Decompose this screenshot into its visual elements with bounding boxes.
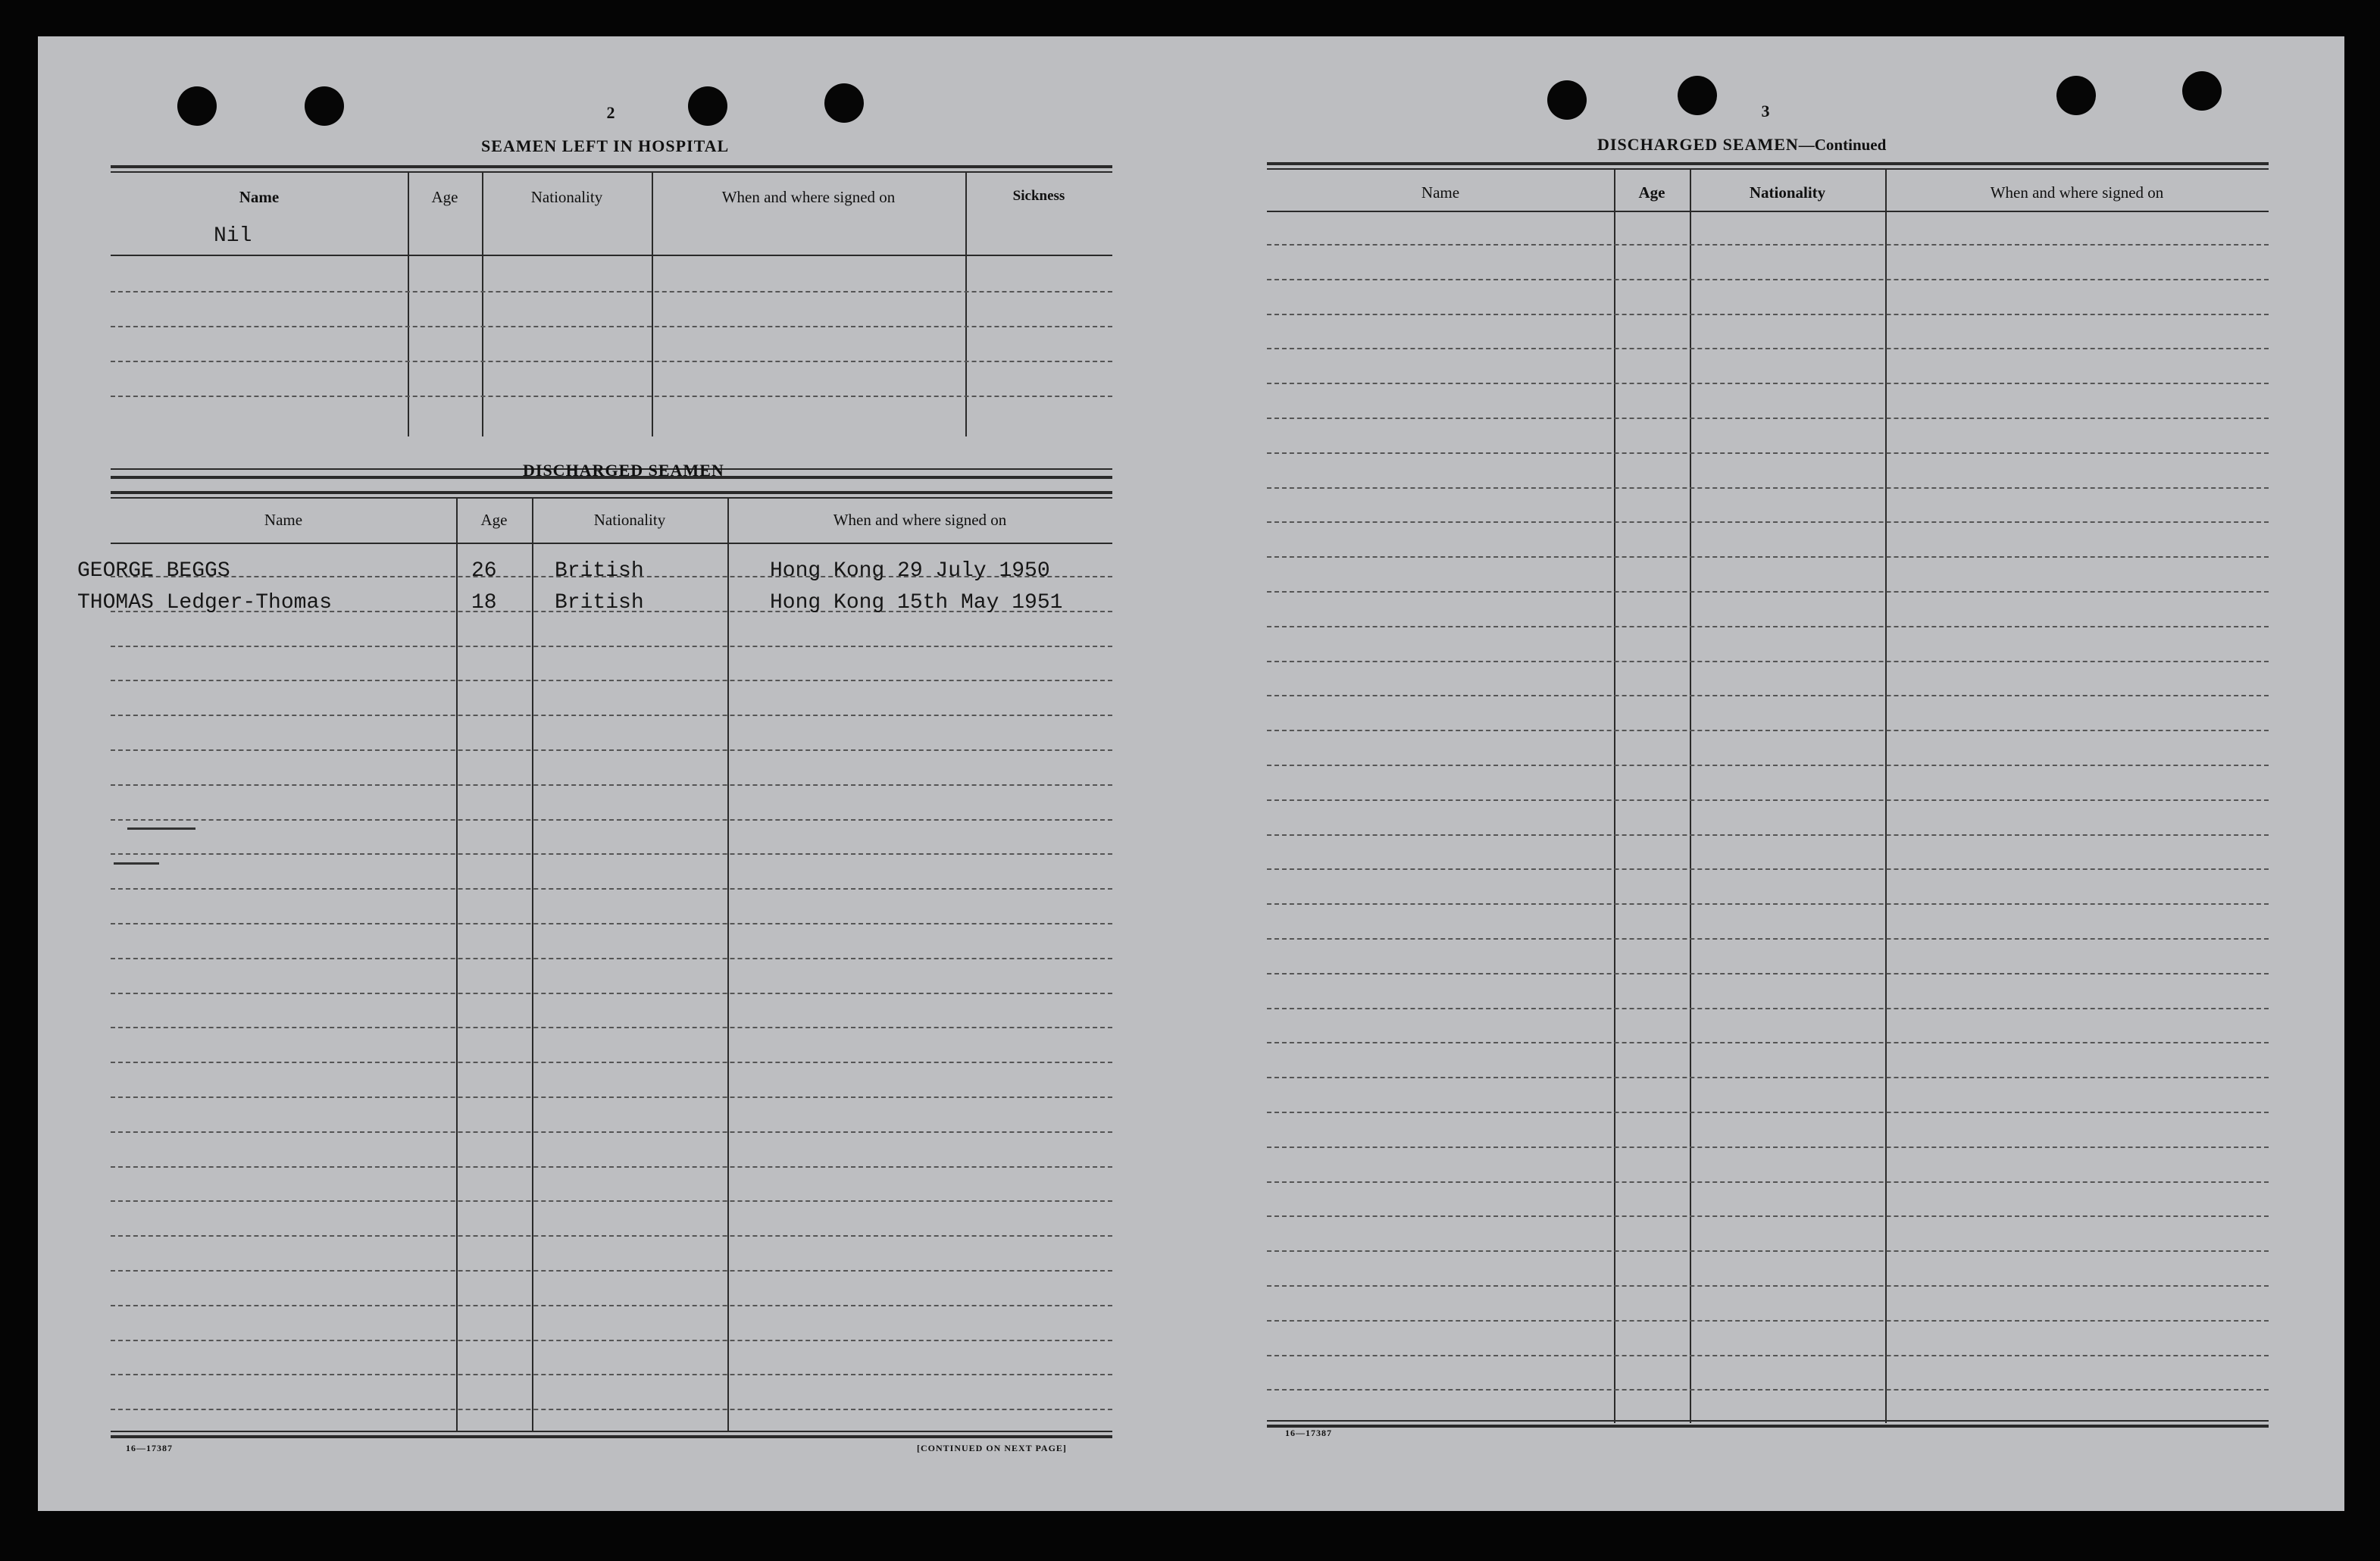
- ruling-line: [1267, 1355, 2269, 1356]
- ruling-line: [1267, 1008, 2269, 1009]
- ruling-line: [111, 1409, 1112, 1410]
- ruling-line: [1267, 1042, 2269, 1043]
- ruling-line: [1267, 521, 2269, 523]
- ink-smudge: [114, 862, 159, 865]
- punch-hole: [305, 86, 344, 126]
- ruling-line: [1267, 383, 2269, 384]
- ruling-line: [1267, 799, 2269, 801]
- form-number-right: 16—17387: [1285, 1428, 1332, 1438]
- discharged-table: [111, 491, 1112, 1469]
- ruling-line: [111, 888, 1112, 890]
- ruling-line: [1267, 973, 2269, 974]
- punch-hole: [2182, 71, 2222, 111]
- punch-hole: [1547, 80, 1587, 120]
- hospital-table: [111, 165, 1112, 482]
- ruling-line: [1267, 279, 2269, 280]
- ruling-line: [111, 993, 1112, 994]
- ruling-line: [1267, 868, 2269, 870]
- form-number-left: 16—17387: [126, 1443, 173, 1453]
- continued-note: [CONTINUED ON NEXT PAGE]: [917, 1443, 1067, 1453]
- discharged-continued-title: [1597, 135, 1886, 155]
- ruling-line: [111, 1340, 1112, 1341]
- ruling-line: [1267, 1112, 2269, 1113]
- ruling-line: [1267, 661, 2269, 662]
- hospital-header-name: Name: [239, 188, 280, 206]
- page-number-left: 2: [606, 103, 615, 122]
- ruling-line: [111, 680, 1112, 681]
- continued-header-age: Age: [1638, 183, 1665, 202]
- ruling-line: [1267, 1285, 2269, 1287]
- ruling-line: [111, 853, 1112, 855]
- discharged-row-1-name: GEORGE BEGGS: [77, 559, 230, 583]
- discharged-row-2-name: THOMAS Ledger-Thomas: [77, 591, 333, 615]
- ruling-line: [111, 1235, 1112, 1237]
- ruling-line: [1267, 1250, 2269, 1252]
- ruling-line: [1267, 1077, 2269, 1078]
- ruling-line: [1267, 418, 2269, 419]
- ruling-line: [111, 1131, 1112, 1133]
- ruling-line: [1267, 834, 2269, 836]
- ruling-line: [1267, 626, 2269, 627]
- ruling-line: [111, 1096, 1112, 1098]
- ruling-line: [111, 1270, 1112, 1272]
- ruling-line: [1267, 591, 2269, 593]
- discharged-header-nationality: Nationality: [593, 511, 666, 529]
- ruling-line: [111, 819, 1112, 821]
- punch-hole: [2056, 76, 2096, 115]
- ruling-line: [1267, 1389, 2269, 1391]
- ruling-line: [1267, 730, 2269, 731]
- ruling-line: [111, 1062, 1112, 1063]
- ruling-line: [111, 715, 1112, 716]
- ruling-line: [111, 1374, 1112, 1375]
- ruling-line: [1267, 1181, 2269, 1183]
- ruling-line: [1267, 452, 2269, 454]
- hospital-header-age: Age: [431, 188, 458, 206]
- ruling-line: [1267, 903, 2269, 905]
- discharged-continued-title-main: DISCHARGED SEAMEN: [1597, 135, 1799, 154]
- hospital-header-signed-on: When and where signed on: [721, 188, 896, 206]
- ruling-line: [1267, 314, 2269, 315]
- discharged-header-age: Age: [480, 511, 508, 529]
- ruling-line: [111, 646, 1112, 647]
- ruling-line: [1267, 765, 2269, 766]
- discharged-continued-table: [1267, 162, 2269, 1458]
- ruling-line: [1267, 348, 2269, 349]
- discharged-row-2-age: 18: [471, 591, 497, 615]
- punch-hole: [177, 86, 217, 126]
- hospital-entry-nil: Nil: [214, 224, 252, 248]
- discharged-section-title: DISCHARGED SEAMEN: [523, 461, 724, 480]
- ruling-line: [1267, 1320, 2269, 1322]
- ruling-line: [111, 1305, 1112, 1306]
- ruling-line: [1267, 938, 2269, 940]
- page-number-right: 3: [1761, 102, 1770, 120]
- discharged-continued-title-suffix: —Continued: [1798, 136, 1887, 154]
- discharged-row-1-age: 26: [471, 559, 497, 583]
- ruling-line: [1267, 1147, 2269, 1148]
- ruling-line: [1267, 1215, 2269, 1217]
- punch-hole: [688, 86, 727, 126]
- ruling-line: [111, 1200, 1112, 1202]
- hospital-header-nationality: Nationality: [530, 188, 603, 206]
- hospital-header-sickness: Sickness: [1012, 188, 1065, 204]
- punch-hole: [1678, 76, 1717, 115]
- discharged-row-2-signed-on: Hong Kong 15th May 1951: [770, 591, 1063, 615]
- document-sheet: [38, 36, 2344, 1511]
- punch-hole: [824, 83, 864, 123]
- discharged-header-name: Name: [264, 511, 303, 529]
- hospital-section-title: SEAMEN LEFT IN HOSPITAL: [481, 136, 730, 155]
- discharged-row-2-nationality: British: [555, 591, 644, 615]
- continued-header-signed-on: When and where signed on: [1990, 183, 2164, 202]
- discharged-header-signed-on: When and where signed on: [833, 511, 1007, 529]
- ruling-line: [111, 958, 1112, 959]
- ruling-line: [1267, 556, 2269, 558]
- ruling-line: [111, 784, 1112, 786]
- continued-header-name: Name: [1421, 183, 1460, 202]
- ruling-line: [1267, 695, 2269, 696]
- ruling-line: [111, 749, 1112, 751]
- ruling-line: [111, 1027, 1112, 1028]
- ruling-line: [1267, 487, 2269, 489]
- ruling-line: [111, 923, 1112, 924]
- ruling-line: [1267, 244, 2269, 246]
- continued-header-nationality: Nationality: [1749, 183, 1826, 202]
- ink-smudge: [127, 827, 195, 830]
- discharged-row-1-nationality: British: [555, 559, 644, 583]
- discharged-row-1-signed-on: Hong Kong 29 July 1950: [770, 559, 1050, 583]
- ruling-line: [111, 1166, 1112, 1168]
